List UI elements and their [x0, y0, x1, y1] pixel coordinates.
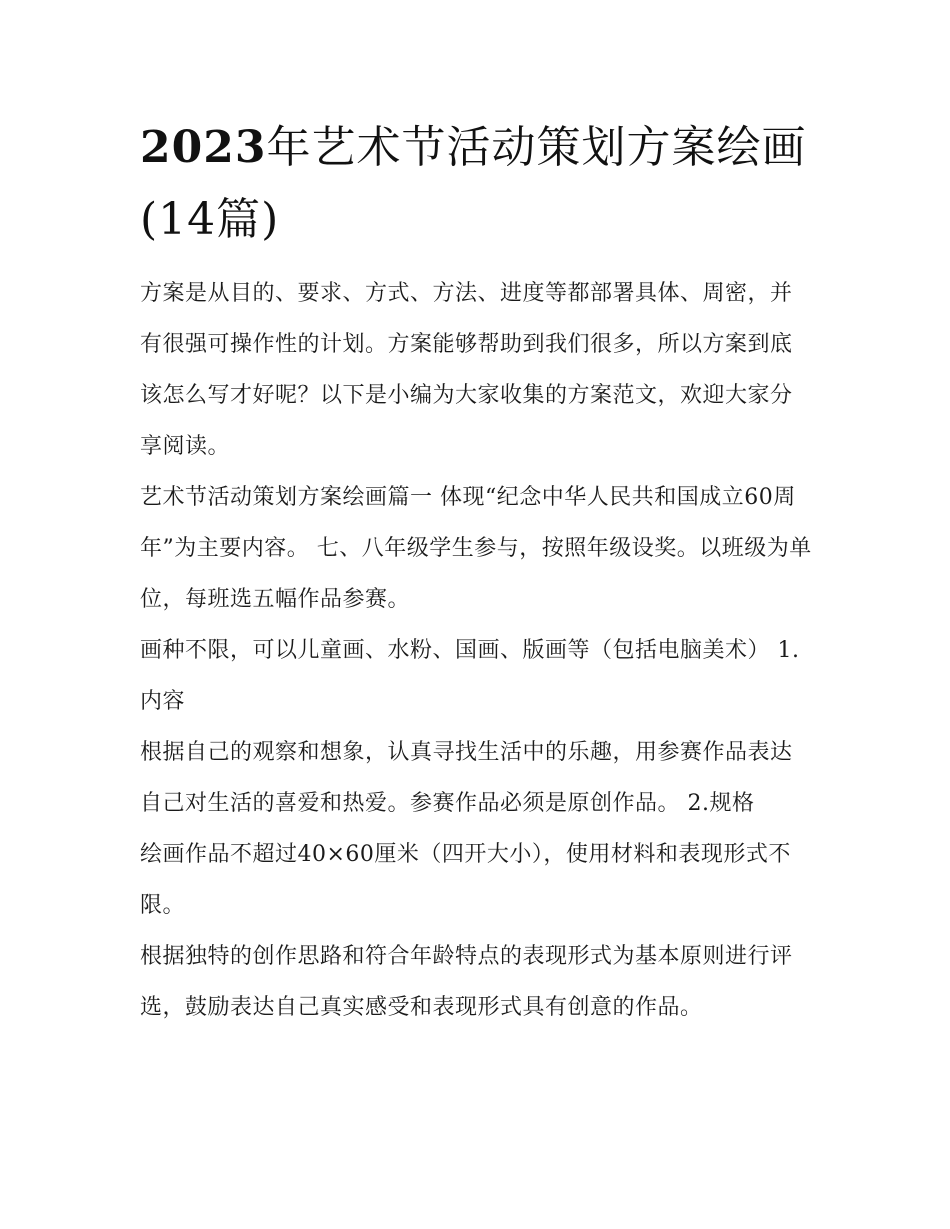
paragraph-chapter-one: 艺术节活动策划方案绘画篇一 体现“纪念中华人民共和国成立60周年”为主要内容。 七、八年级学生参与，按照年级设奖。以班级为单位，每班选五幅作品参赛。 — [140, 485, 812, 612]
title-year: 2023 — [140, 122, 267, 173]
paragraph-painting-types: 画种不限，可以儿童画、水粉、国画、版画等（包括电脑美术） 1.内容 — [140, 638, 800, 714]
document-title — [140, 112, 812, 256]
title-text: 年艺术节活动策划方案绘画(14篇) — [140, 122, 807, 245]
paragraph-content: 根据自己的观察和想象，认真寻找生活中的乐趣，用参赛作品表达自己对生活的喜爱和热爱。参赛作品必须是原创作品。 2.规格 — [140, 740, 793, 816]
paragraph-intro: 方案是从目的、要求、方式、方法、进度等都部署具体、周密，并有很强可操作性的计划。方案能够帮助到我们很多，所以方案到底该怎么写才好呢？以下是小编为大家收集的方案范文，欢迎大家分享阅读。 — [140, 281, 793, 459]
paragraph-specification: 绘画作品不超过40×60厘米（四开大小），使用材料和表现形式不限。 — [140, 842, 791, 918]
document-body — [140, 112, 812, 1033]
paragraph-evaluation: 根据独特的创作思路和符合年龄特点的表现形式为基本原则进行评选，鼓励表达自己真实感受和表现形式具有创意的作品。 — [140, 944, 793, 1020]
